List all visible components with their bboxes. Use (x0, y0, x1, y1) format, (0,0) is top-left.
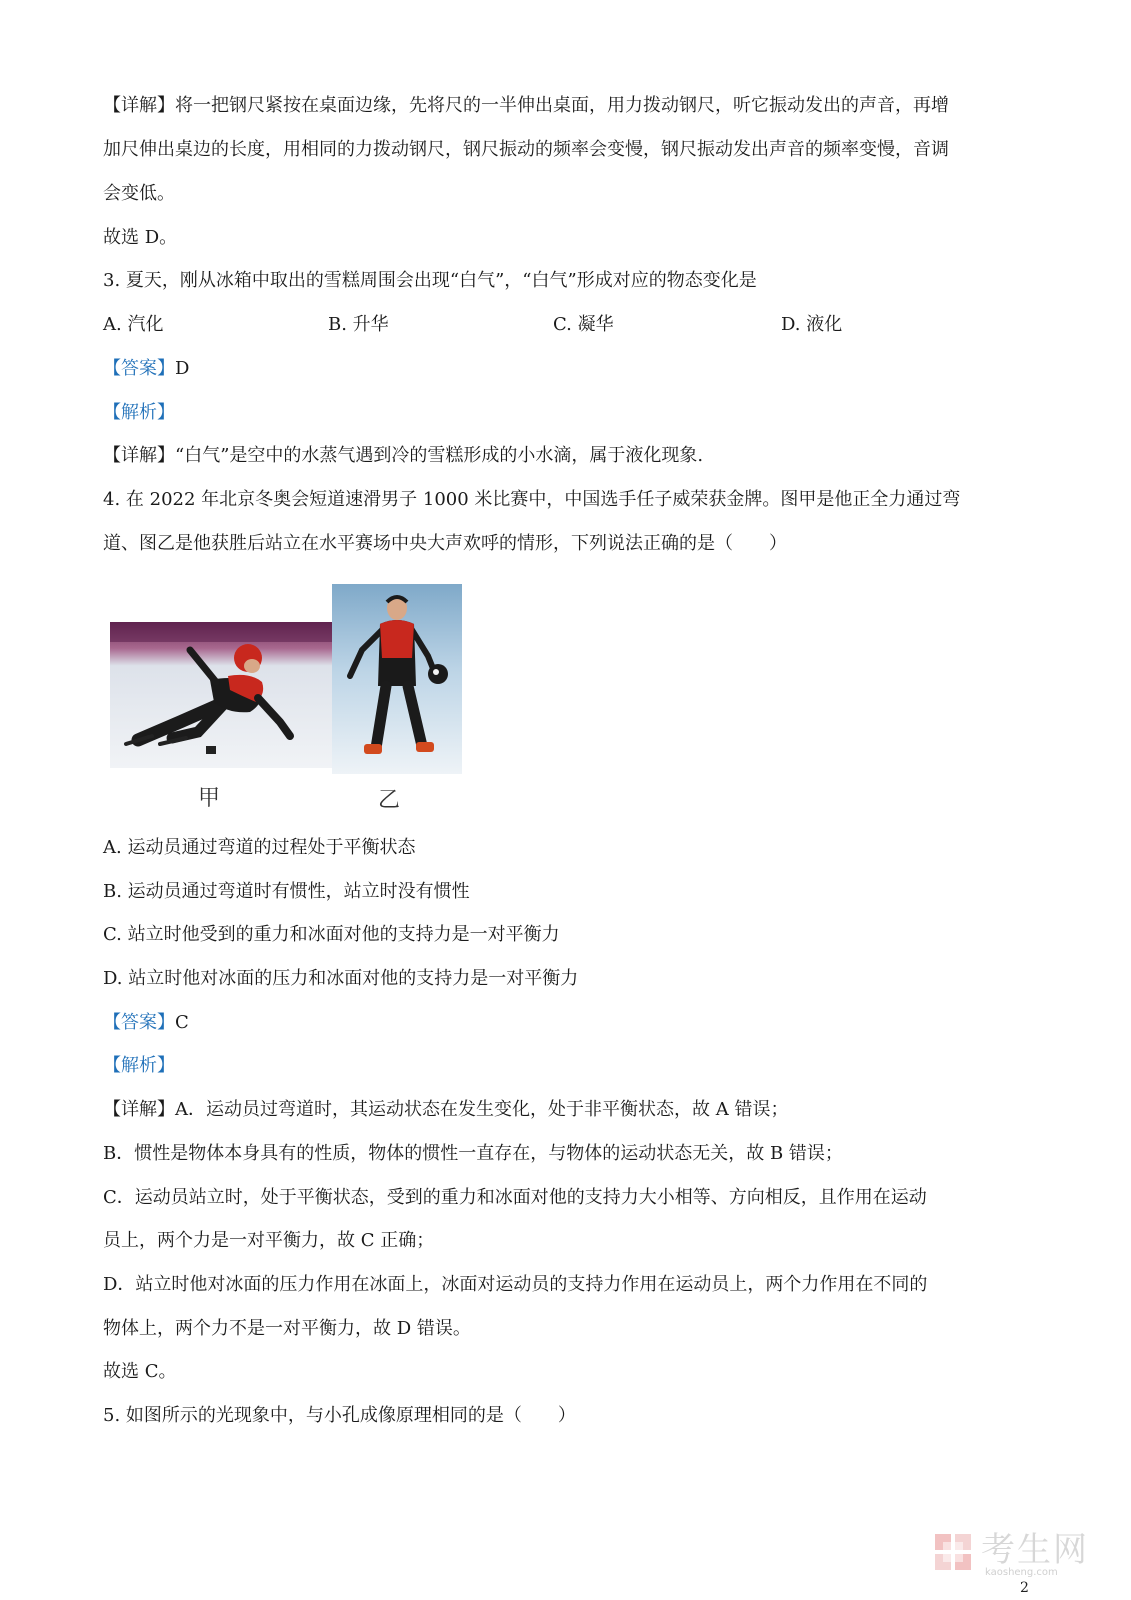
q4-detail-line-6: 物体上，两个力不是一对平衡力，故 D 错误。 (103, 1318, 471, 1339)
q3-detail: 【详解】“白气”是空中的水蒸气遇到冷的雪糕形成的小水滴，属于液化现象. (103, 445, 704, 466)
q4-detail-line-5: D．站立时他对冰面的压力作用在冰面上，冰面对运动员的支持力作用在运动员上，两个力作用在不同的 (103, 1274, 928, 1295)
q4-option-b: B. 运动员通过弯道时有惯性，站立时没有惯性 (103, 881, 470, 902)
q3-option-a: A. 汽化 (103, 314, 164, 335)
q4-answer (103, 1011, 1043, 1035)
q4-analysis-tag: 【解析】 (103, 1055, 175, 1076)
skater-cornering-image (110, 622, 332, 768)
q3-answer (103, 357, 1043, 381)
kaosheng-logo-icon (933, 1532, 975, 1574)
figure-yi-photo (332, 584, 462, 774)
detail-tag: 【详解】 (103, 95, 175, 116)
q4-stem-line-2: 道、图乙是他获胜后站立在水平赛场中央大声欢呼的情形，下列说法正确的是（ ） (103, 533, 787, 554)
q4-stem-line-1: 4. 在 2022 年北京冬奥会短道速滑男子 1000 米比赛中，中国选手任子威荣获金牌。图甲是他正全力通过弯 (103, 489, 961, 510)
q5-stem: 5. 如图所示的光现象中，与小孔成像原理相同的是（ ） (103, 1405, 576, 1426)
q3-option-d: D. 液化 (781, 314, 843, 335)
figure-caption-yi: 乙 (378, 788, 401, 813)
q2-conclusion: 故选 D。 (103, 227, 178, 248)
detail-tag: 【详解】 (103, 1099, 175, 1120)
q4-detail-line-2: B．惯性是物体本身具有的性质，物体的惯性一直存在，与物体的运动状态无关，故 B 错误； (103, 1143, 843, 1164)
q2-detail-line-1: 【详解】将一把钢尺紧按在桌面边缘，先将尺的一半伸出桌面，用力拨动钢尺，听它振动发出的声音，再增 (103, 95, 949, 116)
watermark (933, 1532, 1093, 1578)
watermark-brand: 考生网 (981, 1530, 1089, 1570)
q3-stem: 3. 夏天，刚从冰箱中取出的雪糕周围会出现“白气”，“白气”形成对应的物态变化是 (103, 270, 757, 291)
detail-tag: 【详解】 (103, 445, 175, 466)
answer-tag: 【答案】 (103, 358, 175, 379)
answer-value: D (175, 358, 190, 379)
watermark-url: kaosheng.com (985, 1567, 1058, 1578)
q3-option-b: B. 升华 (328, 314, 389, 335)
q4-detail-line-1: 【详解】A．运动员过弯道时，其运动状态在发生变化，处于非平衡状态，故 A 错误； (103, 1099, 789, 1120)
figure-caption-jia: 甲 (198, 786, 221, 811)
q4-detail-line-4: 员上，两个力是一对平衡力，故 C 正确； (103, 1230, 435, 1251)
q2-detail-line-3: 会变低。 (103, 183, 175, 204)
page-number: 2 (1020, 1580, 1029, 1596)
q4-detail-line-3: C．运动员站立时，处于平衡状态，受到的重力和冰面对他的支持力大小相等、方向相反，且作用在运动 (103, 1187, 927, 1208)
figure-jia-photo (110, 622, 332, 768)
q4-option-a: A. 运动员通过弯道的过程处于平衡状态 (103, 837, 416, 858)
q4-conclusion: 故选 C。 (103, 1361, 177, 1382)
q3-analysis-tag: 【解析】 (103, 402, 175, 423)
answer-value: C (175, 1012, 189, 1033)
q4-option-d: D. 站立时他对冰面的压力和冰面对他的支持力是一对平衡力 (103, 968, 579, 989)
q4-option-c: C. 站立时他受到的重力和冰面对他的支持力是一对平衡力 (103, 924, 560, 945)
q2-detail-line-2: 加尺伸出桌边的长度，用相同的力拨动钢尺，钢尺振动的频率会变慢，钢尺振动发出声音的频率变慢，音调 (103, 139, 949, 160)
q3-option-c: C. 凝华 (553, 314, 614, 335)
answer-tag: 【答案】 (103, 1012, 175, 1033)
skater-celebrating-image (332, 584, 462, 774)
